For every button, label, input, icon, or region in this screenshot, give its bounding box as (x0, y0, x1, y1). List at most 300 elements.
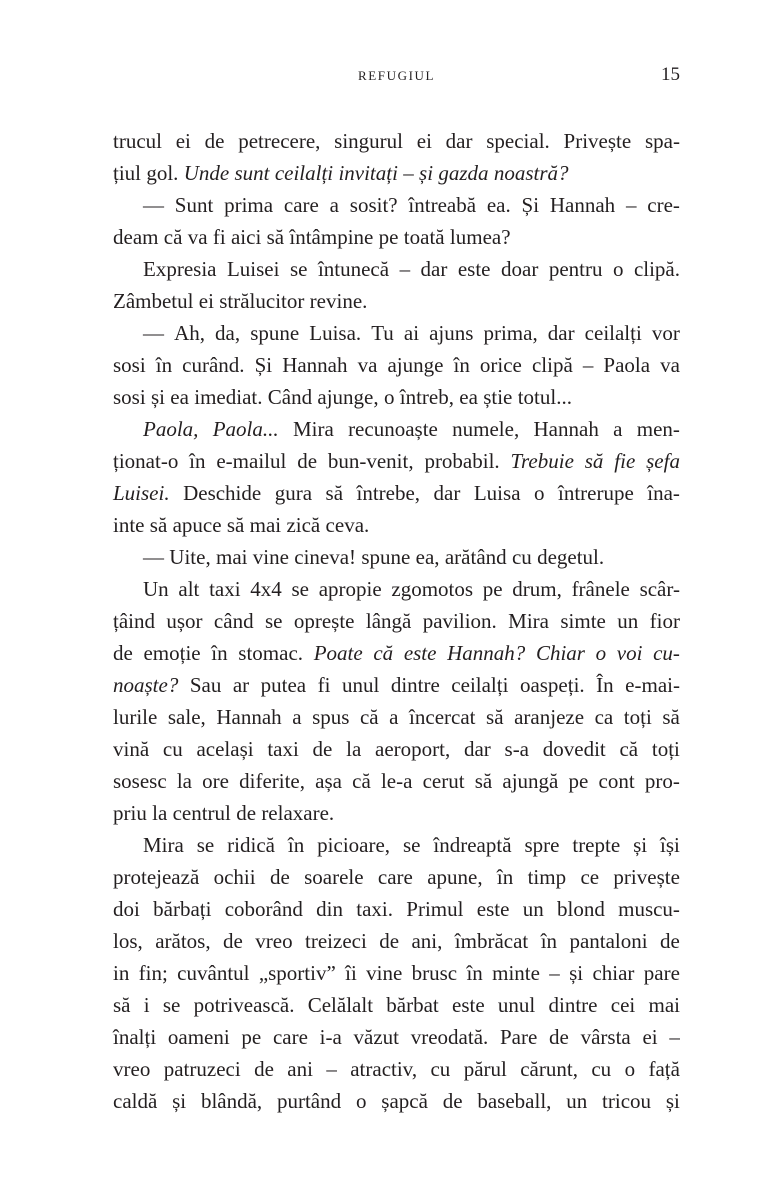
word: în (189, 449, 206, 473)
word: și (419, 161, 434, 185)
word: care (377, 865, 413, 889)
text-line (113, 413, 680, 445)
word: degetul. (537, 545, 605, 569)
word: sosi (113, 385, 146, 409)
word: Și (521, 193, 540, 217)
word: bărbați (153, 897, 212, 921)
text-line (113, 861, 680, 893)
word: că (163, 225, 183, 249)
word: a (389, 705, 399, 729)
word: Privește (563, 129, 632, 153)
word: treizeci (305, 929, 367, 953)
word: vreo (113, 1057, 151, 1081)
word: ceilalți (274, 161, 334, 185)
word: dar (445, 129, 473, 153)
word: bun-venit, (327, 449, 414, 473)
word: – (403, 161, 414, 185)
word: vârsta (580, 1025, 631, 1049)
word: dintre (548, 993, 598, 1017)
word: Tu (371, 321, 394, 345)
word: se (402, 833, 421, 857)
word: Celălalt (307, 993, 374, 1017)
word: să (662, 705, 680, 729)
word: ajungă (502, 769, 559, 793)
word: prima (224, 193, 274, 217)
word: vreo (255, 929, 293, 953)
text-line (113, 829, 680, 861)
word: că (352, 769, 371, 793)
word: e-mailul (216, 449, 287, 473)
word: întâmpine (289, 225, 374, 249)
word: oameni (167, 1025, 230, 1049)
word: cre- (647, 193, 680, 217)
word: întrebe, (356, 481, 421, 505)
word: întreb, (399, 385, 454, 409)
word: oaspeți. (519, 673, 585, 697)
word: ei (642, 1025, 658, 1049)
word: spune (361, 545, 411, 569)
word: Ah, (174, 321, 205, 345)
word: ajunge, (317, 385, 379, 409)
word: vreodată. (410, 1025, 489, 1049)
word: este (403, 641, 437, 665)
word: da, (215, 321, 241, 345)
word: doar (501, 257, 539, 281)
word: ei (198, 289, 214, 313)
word: ea (170, 385, 189, 409)
word: să (486, 705, 504, 729)
word: vine (252, 545, 289, 569)
word: îi (345, 961, 357, 985)
word: Hannah (216, 705, 282, 729)
word: că (373, 641, 394, 665)
word: purtând (276, 1089, 342, 1113)
word: – (669, 1025, 680, 1049)
word: dar (547, 321, 575, 345)
word: Chiar (535, 641, 585, 665)
word: simte (560, 609, 606, 633)
running-head (113, 64, 680, 88)
word: În (596, 673, 614, 697)
word: să (325, 481, 344, 505)
word: a (292, 705, 302, 729)
word: Pare (500, 1025, 538, 1049)
word: arătos, (155, 929, 211, 953)
text-line (113, 477, 680, 509)
word: – (625, 193, 637, 217)
word: singurul (334, 129, 403, 153)
word: vine (366, 961, 403, 985)
word: unul (497, 993, 536, 1017)
word: cu (511, 545, 532, 569)
word: alt (178, 577, 200, 601)
word: chiar (592, 961, 635, 985)
word: aici (230, 225, 262, 249)
word: lângă (365, 609, 412, 633)
text-line (113, 893, 680, 925)
word: cerut (422, 769, 465, 793)
word: este (476, 897, 510, 921)
word: sosi (113, 353, 146, 377)
word: 4x4 (250, 577, 282, 601)
word: și (665, 1089, 680, 1113)
word: fior (649, 609, 680, 633)
word: și (150, 385, 165, 409)
word: de (660, 929, 680, 953)
word: sunt (234, 161, 270, 185)
text-line (113, 381, 680, 413)
word: se (196, 833, 215, 857)
word: să (149, 513, 168, 537)
word: se (264, 609, 283, 633)
word: o (624, 1057, 636, 1081)
word: știe (483, 385, 513, 409)
word: încercat (409, 705, 476, 729)
word: Hannah (549, 193, 616, 217)
word: întrerupe (557, 481, 634, 505)
word: ajunge (387, 353, 444, 377)
word: de (236, 801, 257, 825)
word: ei (416, 129, 432, 153)
word: pe (241, 1025, 262, 1049)
word: toți (651, 737, 680, 761)
word: de (379, 929, 400, 953)
word: tricou (602, 1089, 652, 1113)
word: gazda (438, 161, 489, 185)
word: zgomotos (391, 577, 474, 601)
word: Mira (143, 833, 184, 857)
word: de (254, 1057, 274, 1081)
text-line (113, 765, 680, 797)
word: țâind (113, 609, 155, 633)
word: men- (636, 417, 680, 441)
word: mai (216, 545, 248, 569)
word: muscu- (618, 897, 680, 921)
word: „sportiv” (258, 961, 336, 985)
word: — (143, 545, 164, 569)
word: bărbat (386, 993, 439, 1017)
word: a (613, 417, 623, 441)
word: spus (312, 705, 350, 729)
word: o (612, 257, 624, 281)
word: sale, (167, 705, 206, 729)
text-line (113, 509, 680, 541)
word: să (113, 993, 131, 1017)
word: va (187, 225, 208, 249)
word: de (549, 1025, 569, 1049)
word: ei (175, 129, 191, 153)
text-line (113, 189, 680, 221)
word: cineva! (294, 545, 357, 569)
word: Un (143, 577, 169, 601)
word: Când (267, 385, 313, 409)
word: noaște? (113, 673, 179, 697)
text-line (113, 157, 680, 189)
word: își (660, 833, 680, 857)
word: o (534, 481, 545, 505)
word: de (269, 865, 290, 889)
word: invitați (338, 161, 398, 185)
word: în (540, 929, 558, 953)
word: un (617, 609, 639, 633)
word: de (312, 737, 333, 761)
text-line (113, 285, 680, 317)
word: coborând (224, 897, 303, 921)
word: de (297, 449, 318, 473)
word: — (143, 193, 164, 217)
word: spune (250, 321, 300, 345)
word: atractiv, (350, 1057, 418, 1081)
word: spa- (644, 129, 680, 153)
text-line (113, 317, 680, 349)
word: orice (479, 353, 522, 377)
word: sosesc (113, 769, 167, 793)
word: ochii (213, 865, 256, 889)
word: toți (623, 705, 652, 729)
word: care (272, 1025, 308, 1049)
word: minte (492, 961, 540, 985)
text-line (113, 573, 680, 605)
word: taxi (267, 737, 299, 761)
word: cu- (653, 641, 680, 665)
word: brusc (411, 961, 458, 985)
word: revine. (309, 289, 368, 313)
word: pavilion. (422, 609, 497, 633)
text-line (113, 637, 680, 669)
word: emoție (143, 641, 201, 665)
word: fi (212, 225, 226, 249)
text-line (113, 445, 680, 477)
word: că (359, 705, 379, 729)
word: caldă (113, 1089, 158, 1113)
word: los, (113, 929, 143, 953)
book-title: REFUGIUL (357, 68, 436, 83)
word: i-a (319, 1025, 342, 1049)
page-number: 15 (661, 64, 680, 85)
word: putea (260, 673, 307, 697)
word: lurile (113, 705, 158, 729)
word: priu (113, 801, 147, 825)
word: cuvântul (177, 961, 250, 985)
word: zică (286, 513, 321, 537)
word: să (226, 513, 245, 537)
text-line (113, 349, 680, 381)
word: din (316, 897, 343, 921)
word: pe (568, 769, 589, 793)
word: fin; (138, 961, 168, 985)
text-line (113, 1021, 680, 1053)
word: Hannah (533, 417, 599, 441)
word: cu (162, 737, 183, 761)
word: clipă (531, 353, 573, 377)
word: se (291, 577, 309, 601)
word: în (466, 961, 483, 985)
word: la (176, 769, 192, 793)
word: ar (232, 673, 250, 697)
word: este (457, 257, 491, 281)
text-line (113, 605, 680, 637)
word: trepte (572, 833, 621, 857)
word: care (283, 193, 319, 217)
word: lumea? (449, 225, 511, 249)
word: și (172, 1089, 187, 1113)
word: cei (610, 993, 636, 1017)
text-line (113, 253, 680, 285)
word: – (549, 961, 560, 985)
word: strălucitor (219, 289, 305, 313)
word: văzut (353, 1025, 400, 1049)
word: șapcă (381, 1089, 428, 1113)
word: frânele (571, 577, 630, 601)
word: unul (341, 673, 380, 697)
word: îndreaptă (433, 833, 512, 857)
word: petrecere, (238, 129, 321, 153)
text-line (113, 925, 680, 957)
word: întunecă (317, 257, 390, 281)
word: ce (580, 865, 600, 889)
word: pro- (644, 769, 680, 793)
word: o (595, 641, 607, 665)
text-line (113, 1053, 680, 1085)
word: cont (598, 769, 635, 793)
word: toată (403, 225, 445, 249)
word: Sunt (174, 193, 214, 217)
word: doi (113, 897, 140, 921)
word: de (442, 1089, 463, 1113)
word: prima, (483, 321, 538, 345)
word: de (204, 129, 225, 153)
word: Uite, (169, 545, 211, 569)
word: va (660, 353, 680, 377)
word: cărunt, (520, 1057, 578, 1081)
word: – (399, 257, 411, 281)
word: ționat-o (113, 449, 179, 473)
word: taxi. (356, 897, 394, 921)
text-line (113, 797, 680, 829)
word: mai (648, 993, 680, 1017)
word: Mira (508, 609, 549, 633)
word: să (474, 769, 493, 793)
word: și (633, 833, 648, 857)
text-line (113, 541, 680, 573)
word: Deschide (183, 481, 262, 505)
word: va (357, 353, 378, 377)
text-line (113, 733, 680, 765)
word: i (143, 993, 150, 1017)
word: să (266, 225, 285, 249)
word: Sau (189, 673, 222, 697)
word: curând. (182, 353, 245, 377)
word: în (211, 641, 228, 665)
word: Paola, (143, 417, 199, 441)
word: dar (420, 257, 448, 281)
word: ceva. (325, 513, 370, 537)
word: potrivească. (193, 993, 295, 1017)
word: noastră? (493, 161, 569, 185)
word: special. (486, 129, 550, 153)
word: la (346, 737, 362, 761)
word: Mira (292, 417, 334, 441)
word: stomac. (238, 641, 304, 665)
word: diferite, (239, 769, 306, 793)
word: centrul (172, 801, 231, 825)
word: fie (614, 449, 636, 473)
word: drum, (512, 577, 562, 601)
word: în (155, 353, 173, 377)
word: ea. (486, 193, 511, 217)
word: scâr- (639, 577, 680, 601)
word: ceilalți (584, 321, 642, 345)
word: dar (463, 737, 491, 761)
word: cu (430, 1057, 451, 1081)
word: totul... (517, 385, 572, 409)
word: Luisa (473, 481, 521, 505)
word: întreabă (408, 193, 477, 217)
word: când (213, 609, 254, 633)
word: să (584, 449, 604, 473)
word: de (223, 929, 243, 953)
word: un (522, 897, 544, 921)
word: arătând (444, 545, 507, 569)
text-line (113, 957, 680, 989)
word: este (452, 993, 485, 1017)
word: cu (591, 1057, 612, 1081)
word: ore (202, 769, 229, 793)
word: așa (315, 769, 342, 793)
word: inte (113, 513, 145, 537)
word: clipă. (633, 257, 680, 281)
word: Expresia (143, 257, 217, 281)
word: Unde (183, 161, 230, 185)
word: pantaloni (569, 929, 648, 953)
word: de (113, 641, 133, 665)
word: un (566, 1089, 588, 1113)
word: o (355, 1089, 367, 1113)
text-line (113, 221, 680, 253)
word: mai (249, 513, 282, 537)
text-line (113, 701, 680, 733)
word: numele, (452, 417, 520, 441)
word: in (113, 961, 130, 985)
word: țiul (113, 161, 142, 185)
word: protejează (113, 865, 200, 889)
word: ea (459, 385, 478, 409)
word: pe (482, 577, 503, 601)
word: vină (113, 737, 150, 761)
word: spre (524, 833, 560, 857)
word: că (619, 737, 639, 761)
word: ea, (415, 545, 440, 569)
word: ani, (411, 929, 443, 953)
word: vor (651, 321, 680, 345)
word: sosit? (349, 193, 398, 217)
word: ai (403, 321, 420, 345)
word: privește (613, 865, 680, 889)
word: trucul (113, 129, 162, 153)
word: blândă, (200, 1089, 263, 1113)
word: Paola (603, 353, 651, 377)
word: se (289, 257, 308, 281)
word: ceilalți (451, 673, 509, 697)
word: taxi (209, 577, 241, 601)
word: la (152, 801, 168, 825)
body-text (113, 125, 680, 1117)
word: Hannah? (447, 641, 526, 665)
word: gol. (146, 161, 179, 185)
word: Luisei (226, 257, 280, 281)
word: Poate (313, 641, 363, 665)
word: relaxare. (261, 801, 335, 825)
